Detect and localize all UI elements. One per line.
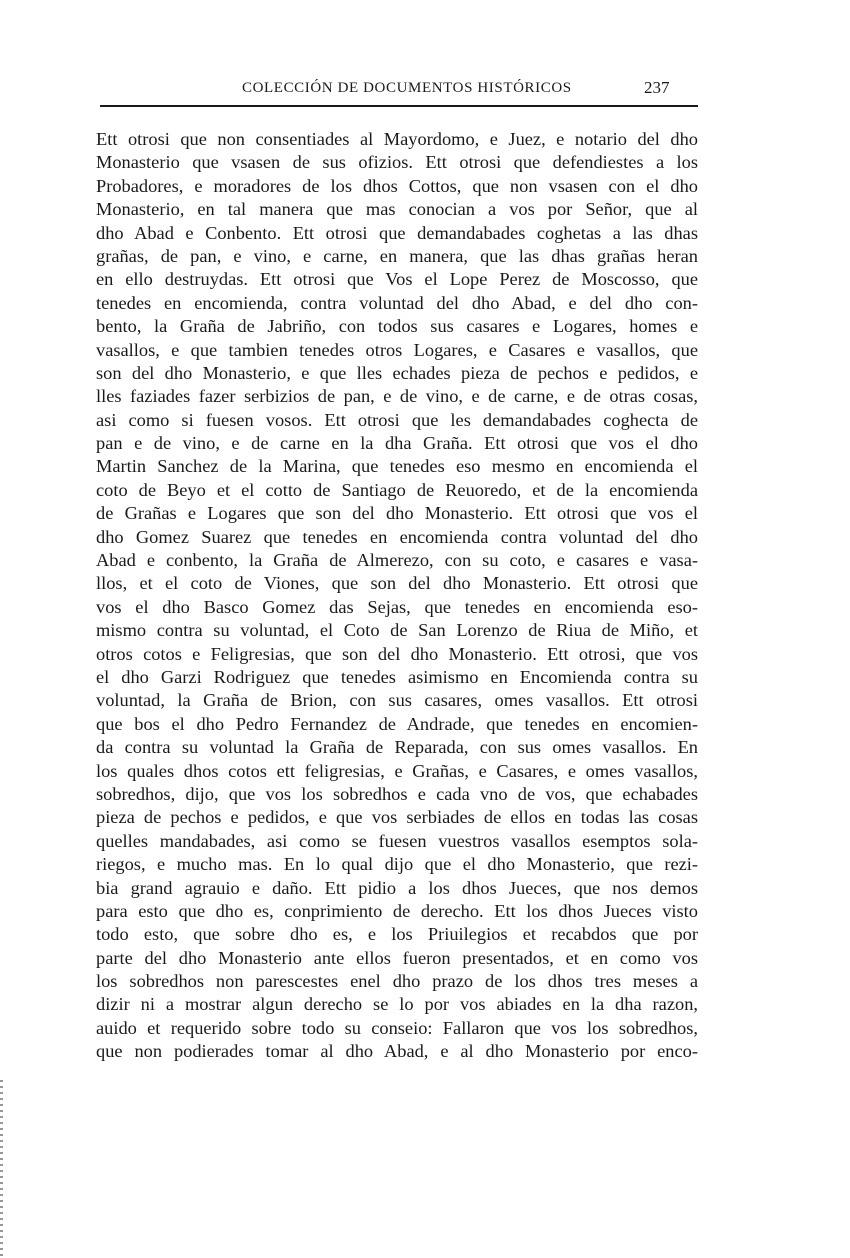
text-line: Probadores, e moradores de los dhos Cottos, que non vsasen con el dho [96, 175, 698, 196]
text-line: para esto que dho es, conprimiento de derecho. Ett los dhos Jueces visto [96, 900, 698, 921]
text-line: pieza de pechos e pedidos, e que vos serbiades de ellos en todas las cosas [96, 807, 698, 828]
text-line: en ello destruydas. Ett otrosi que Vos el Lope Perez de Moscosso, que [96, 269, 698, 290]
body-text [96, 128, 698, 1064]
text-line: el dho Garzi Rodriguez que tenedes asimismo en Encomienda contra su [96, 666, 698, 687]
text-line: coto de Beyo et el cotto de Santiago de Reuoredo, et de la encomienda [96, 479, 698, 500]
text-line: los sobredhos non parescestes enel dho prazo de los dhos tres meses a [96, 971, 698, 992]
text-line: de Grañas e Logares que son del dho Monasterio. Ett otrosi que vos el [96, 503, 698, 524]
text-line: grañas, de pan, e vino, e carne, en manera, que las dhas grañas heran [96, 245, 698, 266]
text-line: lles faziades fazer serbizios de pan, e de vino, e de carne, e de otras cosas, [96, 386, 698, 407]
text-line: los quales dhos cotos ett feligresias, e Grañas, e Casares, e omes vasallos, [96, 760, 698, 781]
text-line: voluntad, la Graña de Brion, con sus casares, omes vasallos. Ett otrosi [96, 690, 698, 711]
running-title: COLECCIÓN DE DOCUMENTOS HISTÓRICOS [242, 80, 572, 96]
text-line: parte del dho Monasterio ante ellos fueron presentados, et en como vos [96, 947, 698, 968]
text-line: Monasterio que vsasen de sus ofizios. Ett otrosi que defendiestes a los [96, 152, 698, 173]
text-line: bento, la Graña de Jabriño, con todos sus casares e Logares, homes e [96, 316, 698, 337]
text-line: sobredhos, dijo, que vos los sobredhos e cada vno de vos, que echabades [96, 783, 698, 804]
text-line: otros cotos e Feligresias, que son del dho Monasterio. Ett otrosi, que vos [96, 643, 698, 664]
page-number: 237 [644, 78, 670, 97]
text-line: que bos el dho Pedro Fernandez de Andrade, que tenedes en encomien- [96, 713, 698, 734]
text-line: bia grand agrauio e daño. Ett pidio a los dhos Jueces, que nos demos [96, 877, 698, 898]
text-line: todo esto, que sobre dho es, e los Priuilegios et recabdos que por [96, 924, 698, 945]
text-line: riegos, e mucho mas. En lo qual dijo que el dho Monasterio, que rezi- [96, 854, 698, 875]
text-line: mismo contra su voluntad, el Coto de San Lorenzo de Riua de Miño, et [96, 620, 698, 641]
text-line: auido et requerido sobre todo su conseio: Fallaron que vos los sobredhos, [96, 1017, 698, 1038]
header-rule [100, 105, 698, 107]
text-line: pan e de vino, e de carne en la dha Graña. Ett otrosi que vos el dho [96, 433, 698, 454]
text-line: Abad e conbento, la Graña de Almerezo, con su coto, e casares e vasa- [96, 550, 698, 571]
page-header [100, 74, 700, 104]
text-line: da contra su voluntad la Graña de Reparada, con sus omes vasallos. En [96, 737, 698, 758]
text-line: Ett otrosi que non consentiades al Mayordomo, e Juez, e notario del dho [96, 129, 698, 149]
text-line: asi como si fuesen vosos. Ett otrosi que les demandabades coghecta de [96, 409, 698, 430]
text-line: llos, et el coto de Viones, que son del dho Monasterio. Ett otrosi que [96, 573, 698, 594]
text-line: Monasterio, en tal manera que mas conocian a vos por Señor, que al [96, 199, 698, 220]
text-line: vos el dho Basco Gomez das Sejas, que tenedes en encomienda eso- [96, 596, 698, 617]
text-line: son del dho Monasterio, e que lles echades pieza de pechos e pedidos, e [96, 362, 698, 383]
text-line: quelles mandabades, asi como se fuesen vuestros vasallos esemptos sola- [96, 830, 698, 851]
scan-edge-mark [0, 1080, 3, 1258]
text-line: vasallos, e que tambien tenedes otros Logares, e Casares e vasallos, que [96, 339, 698, 360]
text-line: tenedes en encomienda, contra voluntad del dho Abad, e del dho con- [96, 292, 698, 313]
text-line: Martin Sanchez de la Marina, que tenedes eso mesmo en encomienda el [96, 456, 698, 477]
text-line: que non podierades tomar al dho Abad, e al dho Monasterio por enco- [96, 1041, 698, 1062]
text-line: dho Gomez Suarez que tenedes en encomienda contra voluntad del dho [96, 526, 698, 547]
text-line: dizir ni a mostrar algun derecho se lo por vos abiades en la dha razon, [96, 994, 698, 1015]
text-line: dho Abad e Conbento. Ett otrosi que demandabades coghetas a las dhas [96, 222, 698, 243]
